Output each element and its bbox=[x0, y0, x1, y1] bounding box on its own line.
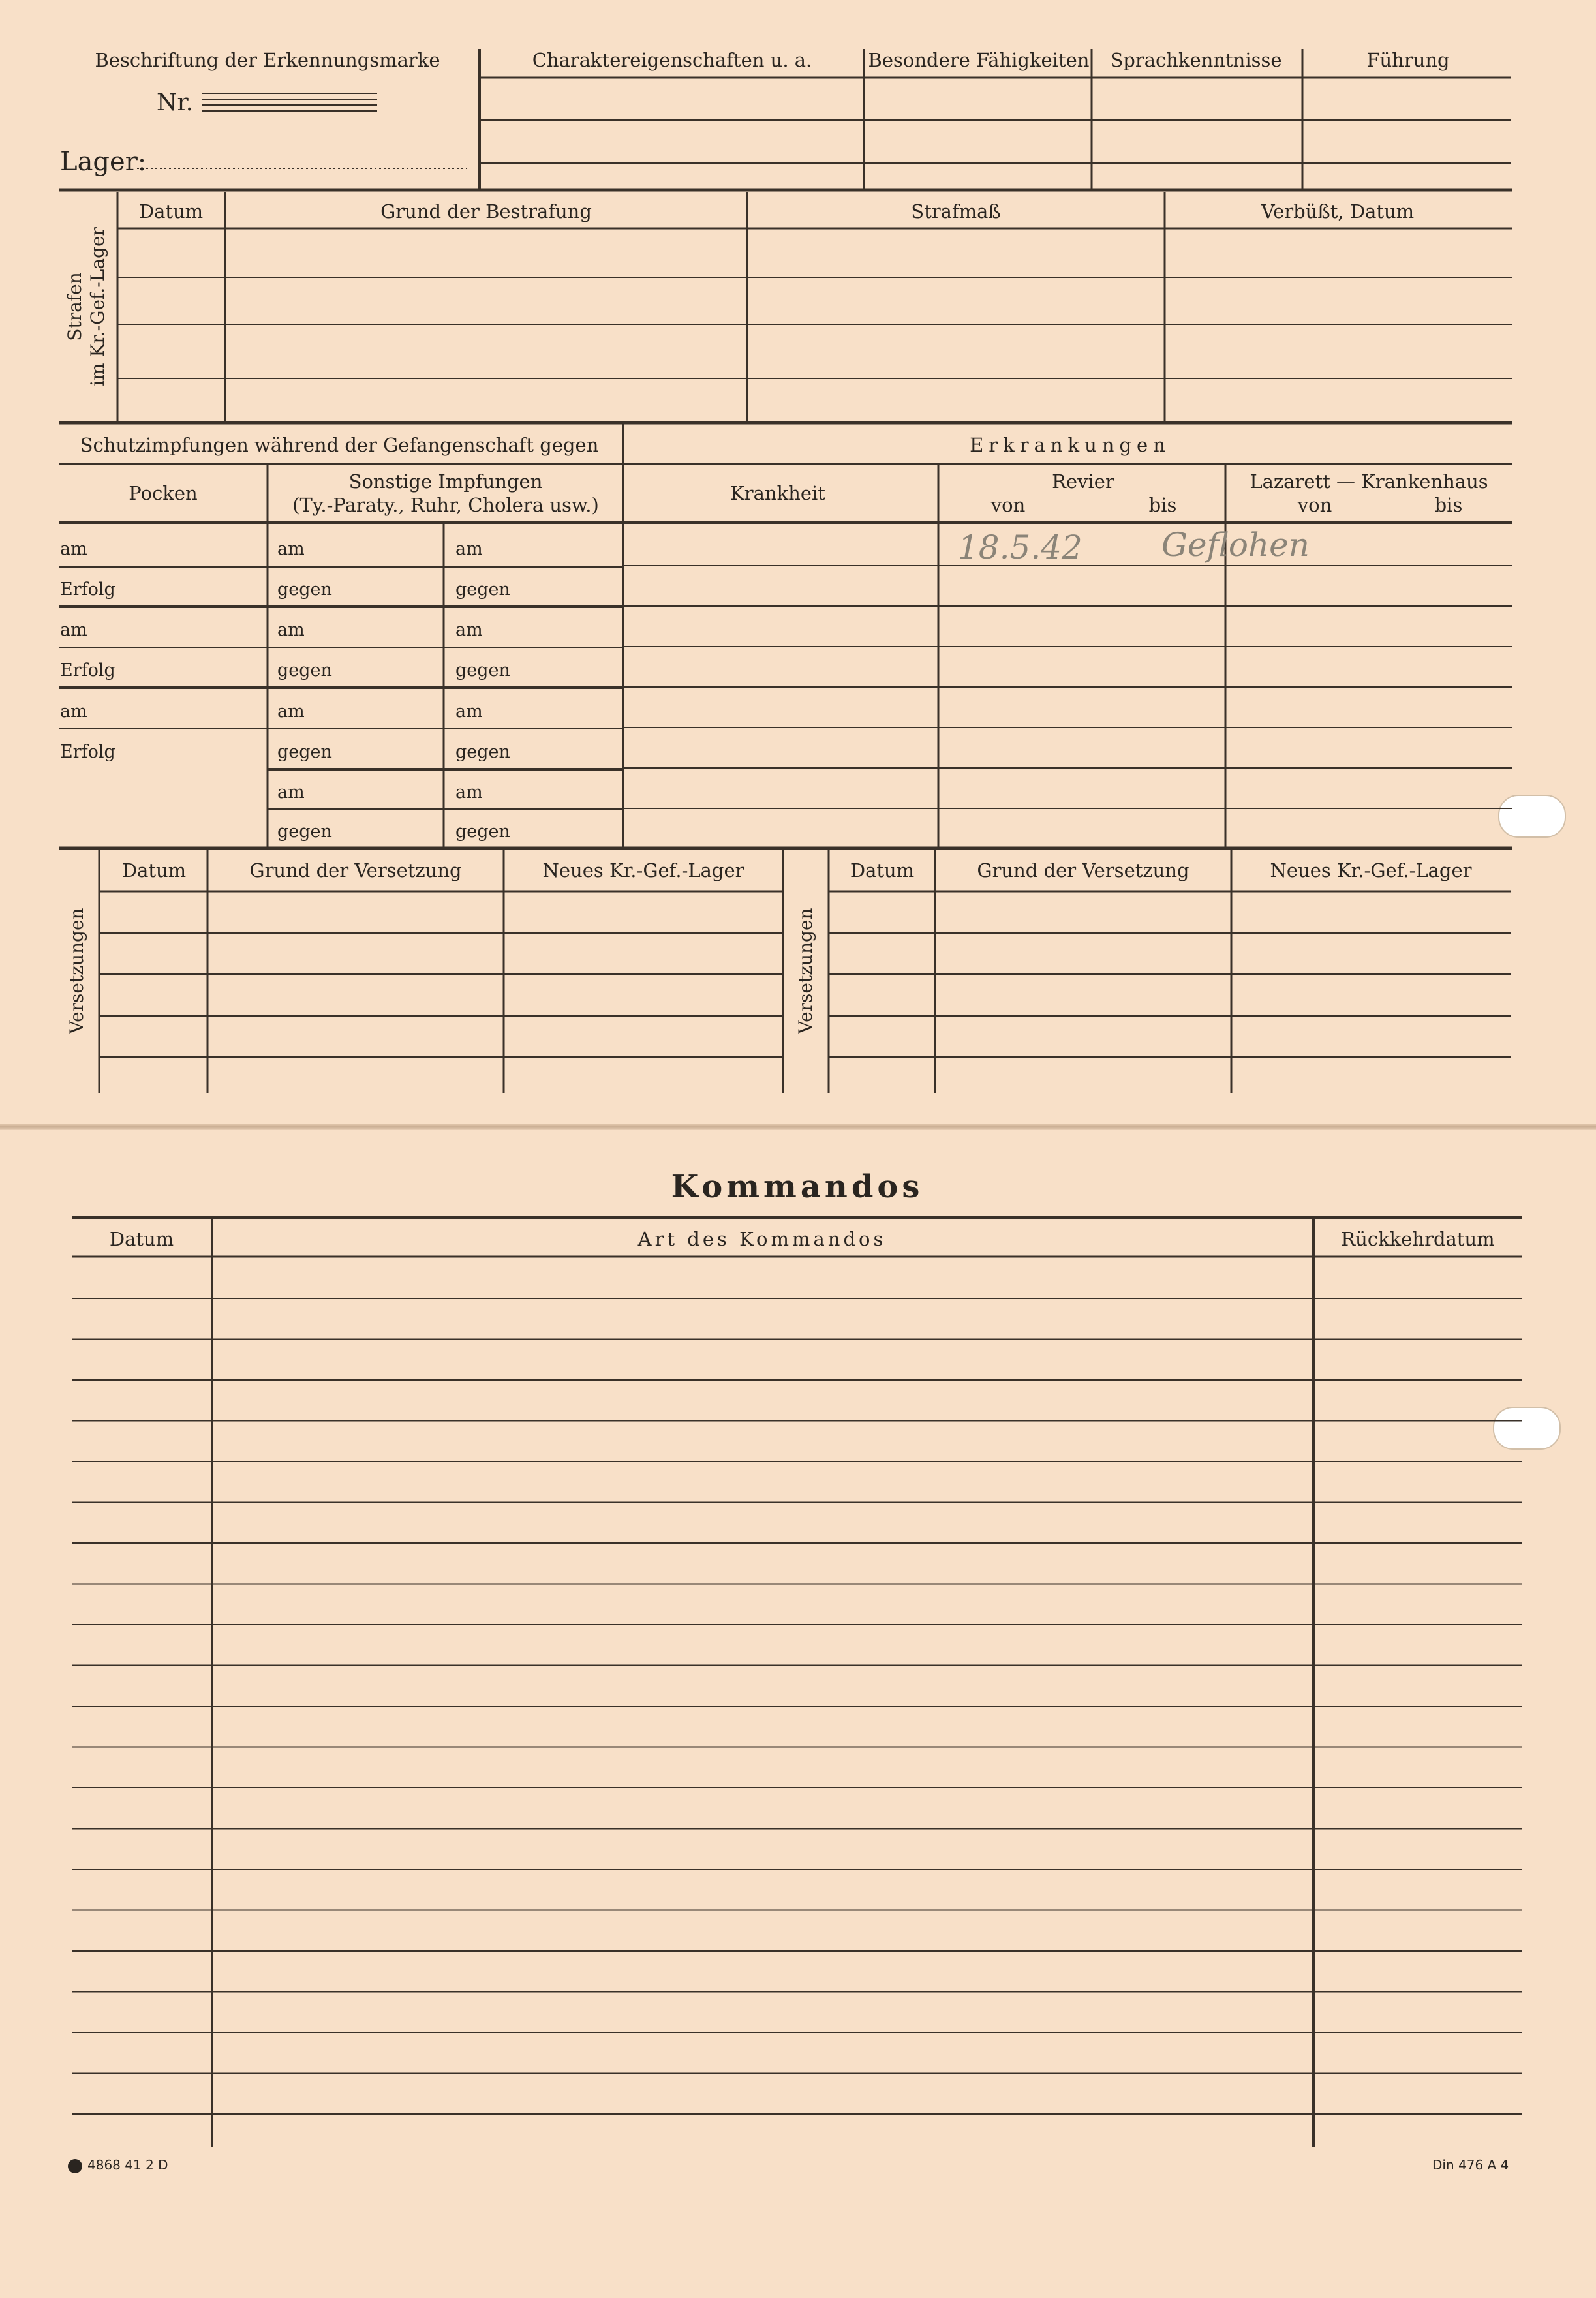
strafen-col-strafmass: Strafmaß bbox=[911, 200, 1001, 222]
sonstige-am: am bbox=[277, 701, 305, 722]
sonstige-gegen: gegen bbox=[277, 660, 332, 681]
versetzung-col-grund: Grund der Versetzung bbox=[249, 859, 462, 881]
versetzung-col-grund-2: Grund der Versetzung bbox=[977, 859, 1189, 881]
sonstige-gegen: gegen bbox=[277, 821, 332, 842]
sonstige-am: am bbox=[455, 701, 483, 722]
versetzungen-side-label-left: Versetzungen bbox=[66, 908, 87, 1034]
versetzung-col-lager-2: Neues Kr.-Gef.-Lager bbox=[1270, 859, 1472, 881]
sonstige-gegen: gegen bbox=[455, 742, 510, 762]
footer-form-number bbox=[68, 2157, 168, 2173]
lazarett-label: Lazarett — Krankenhaus bbox=[1250, 470, 1488, 493]
pocken-erfolg-2: Erfolg bbox=[60, 660, 115, 681]
sonstige-am: am bbox=[455, 782, 483, 803]
impfungen-title: Schutzimpfungen während der Gefangenschaft gegen bbox=[80, 434, 599, 456]
sonstige-am: am bbox=[455, 620, 483, 640]
kommandos-title: Kommandos bbox=[671, 1169, 924, 1205]
revier-label: Revier bbox=[1052, 470, 1114, 493]
versetzungen-side-label-right: Versetzungen bbox=[795, 908, 816, 1034]
versetzung-col-datum: Datum bbox=[121, 859, 187, 881]
print-mark-icon bbox=[68, 2159, 82, 2173]
col-fuehrung: Führung bbox=[1366, 49, 1450, 71]
sonstige-gegen: gegen bbox=[455, 821, 510, 842]
pocken-am-2: am bbox=[60, 620, 87, 640]
kommando-col-datum: Datum bbox=[109, 1228, 174, 1250]
pocken-erfolg-3: Erfolg bbox=[60, 742, 115, 762]
marke-label: Beschriftung der Erkennungsmarke bbox=[95, 49, 440, 71]
kommando-col-rueckkehr: Rückkehrdatum bbox=[1341, 1228, 1495, 1250]
lazarett-bis: bis bbox=[1434, 494, 1463, 516]
sonstige-gegen: gegen bbox=[455, 579, 510, 600]
pocken-am-1: am bbox=[60, 539, 87, 559]
sonstige-am: am bbox=[277, 782, 305, 803]
footer-din: Din 476 A 4 bbox=[1432, 2157, 1509, 2173]
sonstige-gegen: gegen bbox=[277, 742, 332, 762]
lazarett-von: von bbox=[1297, 494, 1332, 516]
pocken-label: Pocken bbox=[129, 482, 198, 504]
sonstige-gegen: gegen bbox=[455, 660, 510, 681]
erkrankungen-title: Erkrankungen bbox=[970, 434, 1171, 456]
sonstige-am: am bbox=[455, 539, 483, 559]
revier-bis: bis bbox=[1148, 494, 1177, 516]
strafen-col-grund: Grund der Bestrafung bbox=[380, 200, 592, 222]
kommando-col-art: Art des Kommandos bbox=[637, 1228, 887, 1250]
strafen-side-label-2: im Kr.-Gef.-Lager bbox=[87, 227, 108, 386]
col-faehigkeiten: Besondere Fähigkeiten bbox=[868, 49, 1090, 71]
strafen-col-verbuesst: Verbüßt, Datum bbox=[1261, 200, 1415, 222]
handwritten-entry: Geflohen bbox=[1161, 526, 1310, 564]
footer-left-text: 4868 41 2 D bbox=[87, 2157, 168, 2173]
col-sprachen: Sprachkenntnisse bbox=[1110, 49, 1282, 71]
sonstige-sub-label: (Ty.-Paraty., Ruhr, Cholera usw.) bbox=[292, 494, 599, 516]
revier-von: von bbox=[990, 494, 1026, 516]
versetzung-col-lager: Neues Kr.-Gef.-Lager bbox=[542, 859, 744, 881]
sonstige-am: am bbox=[277, 620, 305, 640]
col-charakter: Charaktereigenschaften u. a. bbox=[532, 49, 812, 71]
strafen-side-label: Strafen bbox=[64, 272, 85, 341]
sonstige-am: am bbox=[277, 539, 305, 559]
pocken-am-3: am bbox=[60, 701, 87, 722]
lager-label: Lager: bbox=[60, 147, 147, 177]
versetzung-col-datum-2: Datum bbox=[850, 859, 915, 881]
handwritten-date: 18.5.42 bbox=[958, 529, 1082, 566]
strafen-col-datum: Datum bbox=[138, 200, 204, 222]
sonstige-label: Sonstige Impfungen bbox=[348, 470, 543, 493]
krankheit-label: Krankheit bbox=[730, 482, 825, 504]
nr-label: Nr. bbox=[157, 89, 194, 116]
pocken-erfolg-1: Erfolg bbox=[60, 579, 115, 600]
sonstige-gegen: gegen bbox=[277, 579, 332, 600]
